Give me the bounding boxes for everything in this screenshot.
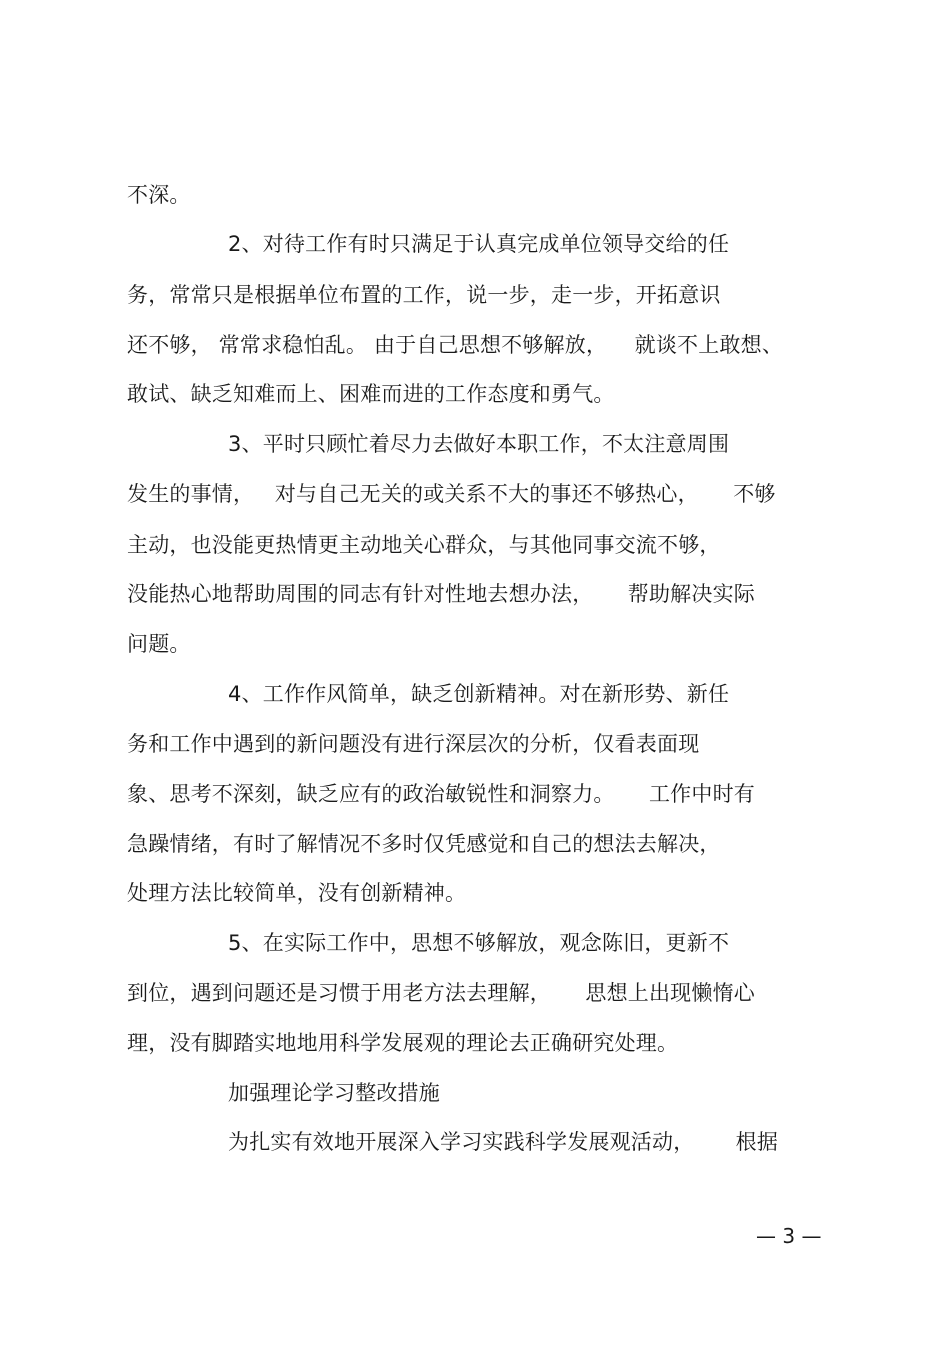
text-line: 问题。 [127,632,191,656]
text-line: 没能热心地帮助周围的同志有针对性地去想办法， 帮助解决实际 [127,582,755,606]
text-line: 3、平时只顾忙着尽力去做好本职工作，不太注意周围 [228,432,730,456]
text-line: 2、对待工作有时只满足于认真完成单位领导交给的任 [228,232,730,256]
text-line: 还不够， 常常求稳怕乱。 由于自己思想不够解放， 就谈不上敢想、 [127,333,784,357]
text-line: 象、思考不深刻，缺乏应有的政治敏锐性和洞察力。 工作中时有 [127,782,755,806]
text-line: 敢试、缺乏知难而上、困难而进的工作态度和勇气。 [127,382,615,406]
text-line: 为扎实有效地开展深入学习实践科学发展观活动， 根据 [228,1130,779,1154]
text-line: 发生的事情， 对与自己无关的或关系不大的事还不够热心， 不够 [127,482,776,506]
text-line: 急躁情绪，有时了解情况不多时仅凭感觉和自己的想法去解决， [127,832,721,856]
page-number: — 3 — [756,1224,822,1248]
text-line: 处理方法比较简单，没有创新精神。 [127,881,467,905]
text-line: 理，没有脚踏实地地用科学发展观的理论去正确研究处理。 [127,1031,679,1055]
text-line: 务和工作中遇到的新问题没有进行深层次的分析，仅看表面现 [127,732,700,756]
text-line: 主动，也没能更热情更主动地关心群众，与其他同事交流不够， [127,533,721,557]
text-line: 到位，遇到问题还是习惯于用老方法去理解， 思想上出现懒惰心 [127,981,755,1005]
text-line: 不深。 [127,183,191,207]
text-line: 5、在实际工作中，思想不够解放，观念陈旧，更新不 [228,931,730,955]
text-line: 务，常常只是根据单位布置的工作，说一步，走一步，开拓意识 [127,283,721,307]
text-line: 4、工作作风简单，缺乏创新精神。对在新形势、新任 [228,682,730,706]
section-heading: 加强理论学习整改措施 [228,1081,440,1105]
